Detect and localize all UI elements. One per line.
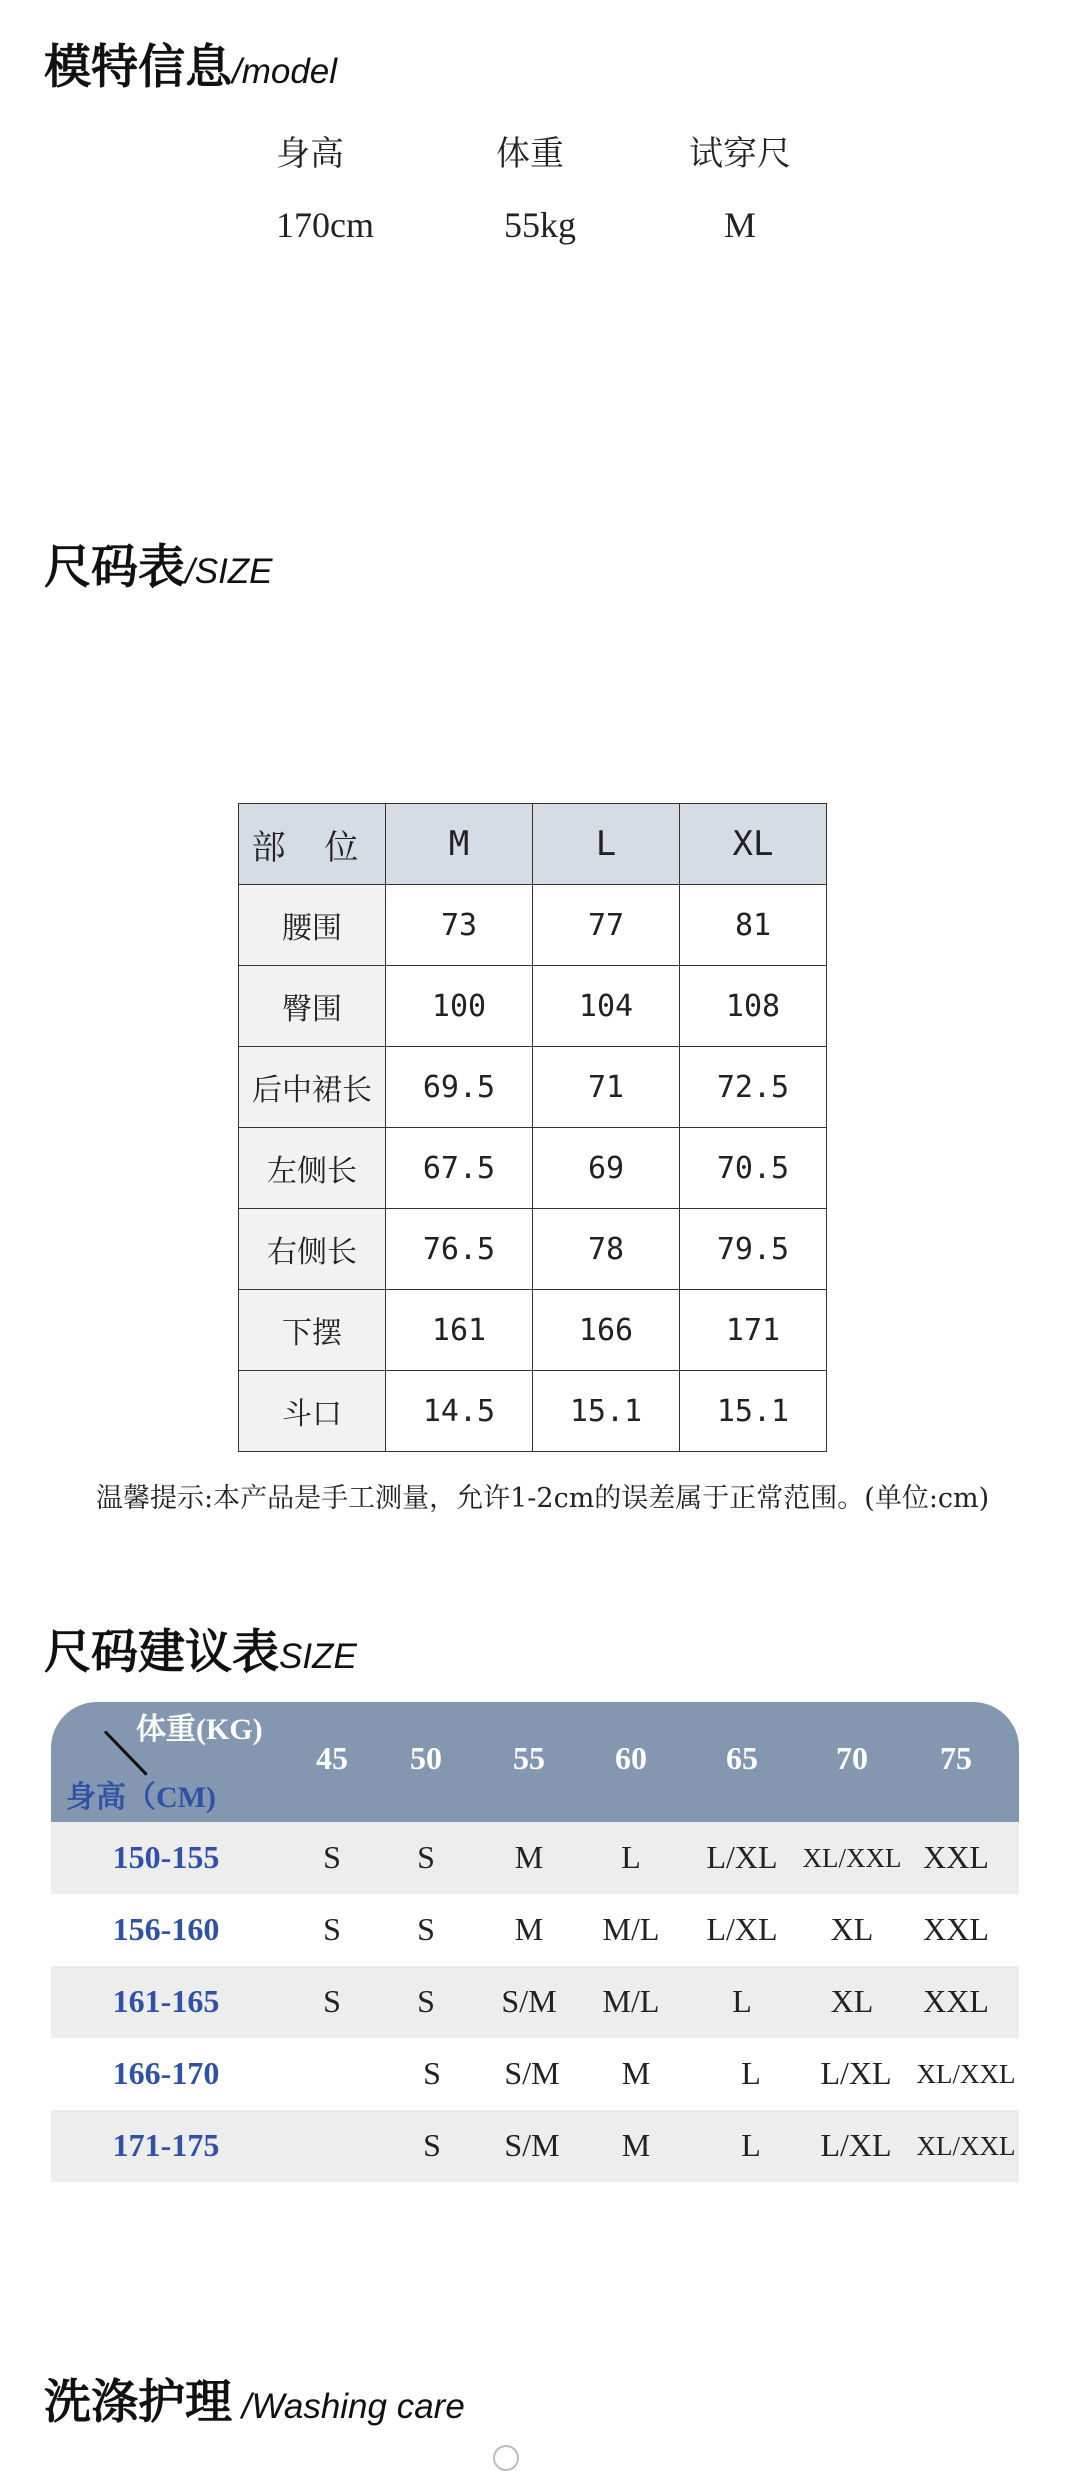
measurement-tip: 温馨提示:本产品是手工测量，允许1-2cm的误差属于正常范围。(单位:cm) [96,1483,990,1514]
size-table [238,803,827,1452]
size-cell: 15.1 [533,1371,680,1452]
size-cell: 78 [533,1209,680,1290]
recommend-size-cell: S [423,2127,441,2163]
size-row-part: 右侧长 [239,1209,386,1290]
recommend-size-cell: XXL [923,1911,989,1947]
size-title-en: /SIZE [185,552,273,591]
model-value-weight: 55kg [504,205,576,245]
height-range: 166-170 [112,2055,220,2091]
recommend-size-cell: M [514,1911,544,1947]
recommend-size-cell: XL [830,1911,874,1947]
recommend-size-cell: L [621,1839,641,1875]
size-cell: 72.5 [680,1047,827,1128]
size-cell: 100 [386,966,533,1047]
size-table-row [239,1128,827,1209]
recommend-size-cell: S [323,1839,341,1875]
recommend-size-cell: L/XL [706,1911,778,1947]
recommend-title-cn: 尺码建议表 [44,1625,279,1680]
size-cell: 69 [533,1128,680,1209]
recommend-size-cell: M [621,2127,651,2163]
size-table-row [239,1047,827,1128]
size-table-row [239,1209,827,1290]
recommend-size-cell: L/XL [820,2055,892,2091]
size-header-l: L [533,804,680,885]
height-range: 156-160 [112,1911,220,1947]
model-label-weight: 体重 [496,134,564,174]
size-header-xl: XL [680,804,827,885]
recommend-size-cell: L [732,1983,752,2019]
recommend-size-cell: XL/XXL [916,2059,1016,2089]
model-title-cn: 模特信息 [44,40,232,95]
size-cell: 171 [680,1290,827,1371]
recommend-size-cell: XL/XXL [802,1843,902,1873]
recommend-size-cell: L/XL [820,2127,892,2163]
model-section-title [44,30,337,97]
recommend-row [51,2110,1019,2182]
recommend-row [51,2038,1019,2110]
partial-icon [493,2445,519,2471]
size-row-part: 斗口 [239,1371,386,1452]
size-cell: 14.5 [386,1371,533,1452]
weight-header: 65 [726,1740,758,1776]
recommend-size-cell: M/L [602,1983,660,2019]
size-table-row [239,966,827,1047]
size-row-part: 腰围 [239,885,386,966]
care-title-en: /Washing care [232,2387,465,2426]
size-cell: 104 [533,966,680,1047]
size-cell: 76.5 [386,1209,533,1290]
weight-header: 60 [615,1740,647,1776]
recommend-size-cell: S [417,1839,435,1875]
size-header-part: 部 位 [239,804,386,885]
size-cell: 81 [680,885,827,966]
recommend-size-cell: M [621,2055,651,2091]
size-row-part: 左侧长 [239,1128,386,1209]
model-value-size: M [724,205,757,245]
recommend-row [51,1822,1019,1894]
size-cell: 69.5 [386,1047,533,1128]
recommend-size-cell: S [323,1911,341,1947]
care-section-title [44,2365,465,2432]
weight-header: 70 [836,1740,868,1776]
model-value-height: 170cm [276,205,374,245]
recommend-size-cell: S [417,1983,435,2019]
recommend-size-cell: XL/XXL [916,2131,1016,2161]
size-recommend-table [51,1702,1019,2182]
size-cell: 161 [386,1290,533,1371]
recommend-size-cell: XXL [923,1839,989,1875]
size-cell: 108 [680,966,827,1047]
recommend-row [51,1966,1019,2038]
recommend-size-cell: S [417,1911,435,1947]
model-label-height: 身高 [276,134,344,174]
care-title-cn: 洗涤护理 [44,2375,232,2430]
size-cell: 73 [386,885,533,966]
recommend-section-title [44,1615,357,1682]
recommend-size-cell: S/M [504,2055,560,2091]
size-cell: 70.5 [680,1128,827,1209]
size-table-header-row [239,804,827,885]
weight-header: 55 [513,1740,545,1776]
weight-header: 45 [316,1740,348,1776]
size-table-row [239,885,827,966]
recommend-size-cell: L [741,2055,761,2091]
weight-header: 50 [410,1740,442,1776]
size-cell: 79.5 [680,1209,827,1290]
recommend-title-en: SIZE [279,1637,357,1676]
height-axis-label: 身高（CM) [66,1781,216,1814]
size-header-m: M [386,804,533,885]
size-cell: 67.5 [386,1128,533,1209]
recommend-size-cell: S/M [501,1983,557,2019]
height-range: 150-155 [112,1839,220,1875]
recommend-header-row [51,1702,1019,1822]
recommend-size-cell: M [514,1839,544,1875]
recommend-size-cell: XL [830,1983,874,2019]
model-label-size: 试穿尺 [689,134,791,174]
recommend-size-cell: XXL [923,1983,989,2019]
size-row-part: 下摆 [239,1290,386,1371]
weight-axis-label: 体重(KG) [136,1713,263,1746]
recommend-size-cell: S [423,2055,441,2091]
size-cell: 15.1 [680,1371,827,1452]
recommend-size-cell: L/XL [706,1839,778,1875]
model-title-en: /model [232,52,338,91]
height-range: 161-165 [112,1983,220,2019]
recommend-row [51,1894,1019,1966]
size-section-title [44,530,273,597]
weight-header: 75 [940,1740,972,1776]
height-range: 171-175 [112,2127,220,2163]
size-cell: 71 [533,1047,680,1128]
recommend-size-cell: S/M [504,2127,560,2163]
recommend-size-cell: S [323,1983,341,2019]
recommend-size-cell: L [741,2127,761,2163]
recommend-size-cell: M/L [602,1911,660,1947]
size-title-cn: 尺码表 [44,540,185,595]
size-cell: 77 [533,885,680,966]
size-table-row [239,1371,827,1452]
size-table-row [239,1290,827,1371]
size-row-part: 臀围 [239,966,386,1047]
size-cell: 166 [533,1290,680,1371]
size-row-part: 后中裙长 [239,1047,386,1128]
